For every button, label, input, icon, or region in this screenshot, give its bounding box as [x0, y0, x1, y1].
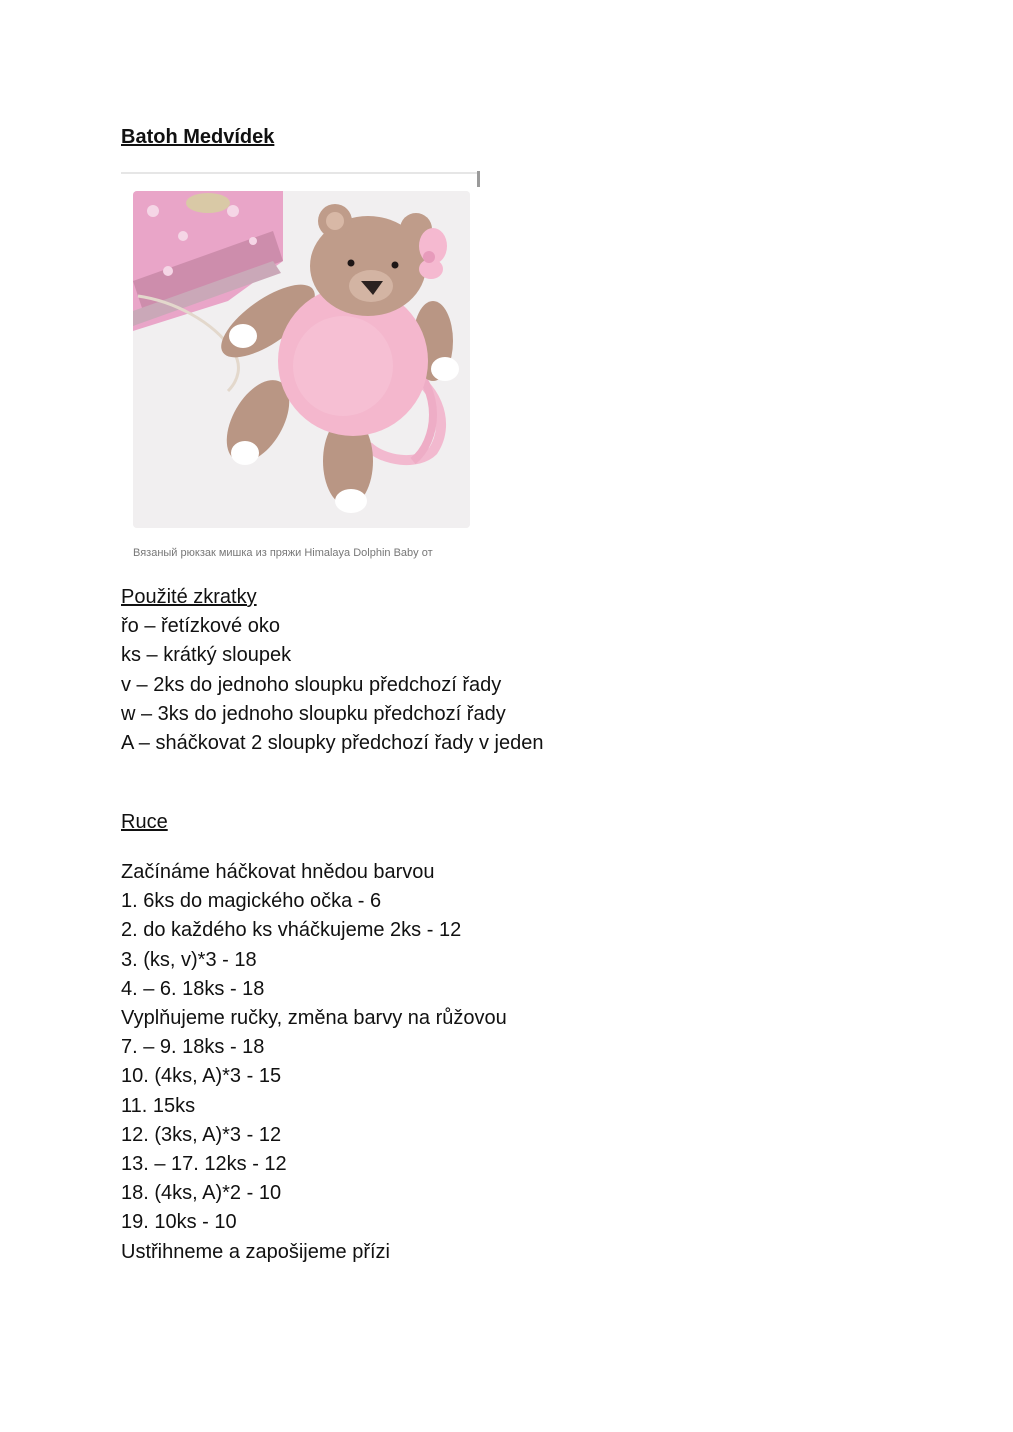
abbreviations-section: [121, 583, 543, 758]
instruction-line: 18. (4ks, A)*2 - 10: [121, 1182, 282, 1205]
instruction-line: 4. – 6. 18ks - 18: [121, 977, 265, 1000]
instruction-line: 1. 6ks do magického očka - 6: [121, 890, 382, 913]
page-title: Batoh Medvídek: [121, 126, 275, 148]
abbreviation-item: v – 2ks do jednoho sloupku předchozí řady: [121, 673, 502, 696]
instruction-line: 3. (ks, v)*3 - 18: [121, 948, 257, 971]
instruction-line: 12. (3ks, A)*3 - 12: [121, 1123, 282, 1146]
image-frame-top-border: [121, 172, 478, 174]
instruction-line: 13. – 17. 12ks - 12: [121, 1153, 287, 1176]
instruction-line: 2. do každého ks vháčkujeme 2ks - 12: [121, 919, 462, 942]
instruction-line: Vyplňujeme ručky, změna barvy na růžovou: [121, 1007, 507, 1030]
instruction-line: 11. 15ks: [121, 1094, 196, 1117]
image-frame-marker: [477, 171, 480, 187]
abbreviations-heading: Použité zkratky: [121, 586, 257, 608]
abbreviation-item: ks – krátký sloupek: [121, 644, 292, 667]
abbreviation-item: w – 3ks do jednoho sloupku předchozí řady: [121, 702, 506, 725]
instruction-line: 7. – 9. 18ks - 18: [121, 1036, 265, 1059]
hands-heading: Ruce: [121, 811, 168, 833]
abbreviation-item: A – sháčkovat 2 sloupky předchozí řady v jeden: [121, 732, 544, 755]
image-caption: Вязаный рюкзак мишка из пряжи Himalaya Dolphin Baby от: [133, 547, 433, 559]
instruction-line: Začínáme háčkovat hnědou barvou: [121, 861, 435, 883]
instruction-line: 19. 10ks - 10: [121, 1211, 237, 1234]
hands-heading-block: [121, 808, 168, 837]
hands-instructions: [121, 858, 507, 1267]
abbreviation-item: řo – řetízkové oko: [121, 615, 280, 638]
instruction-line: Ustřihneme a zapošijeme přízi: [121, 1240, 390, 1263]
instruction-line: 10. (4ks, A)*3 - 15: [121, 1065, 282, 1088]
teddy-bear-backpack-photo: [133, 191, 470, 528]
